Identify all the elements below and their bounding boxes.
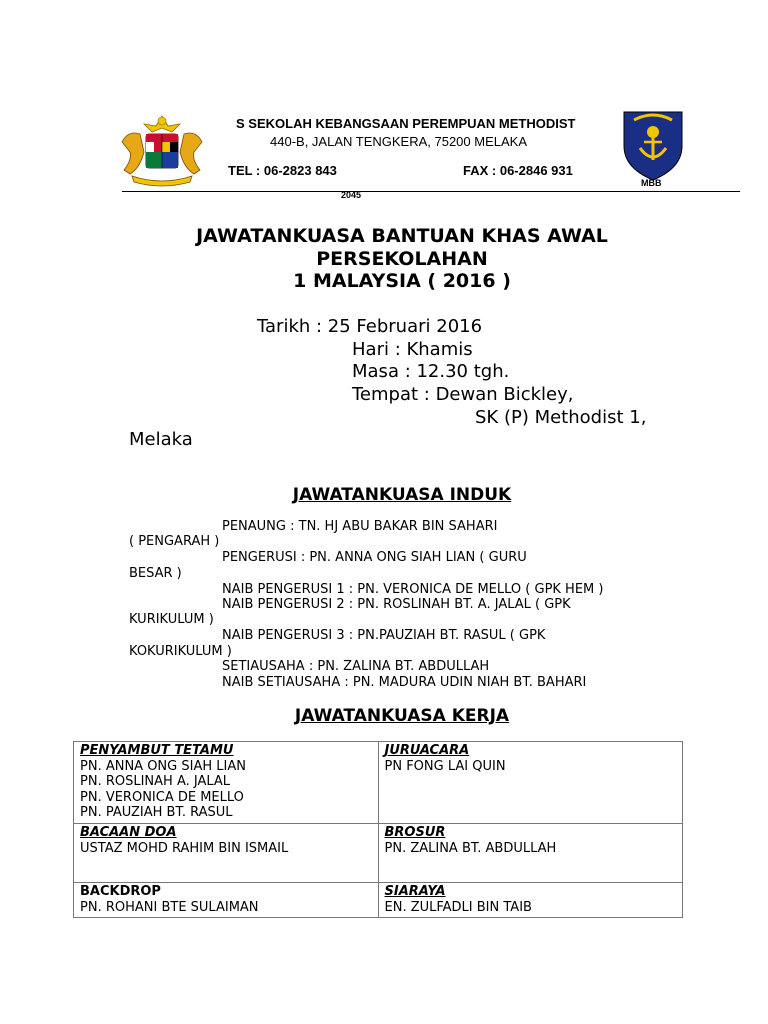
penyambut-member: PN. ROSLINAH A. JALAL [80,774,231,789]
school-address: 440-B, JALAN TENGKERA, 75200 MELAKA [270,134,527,149]
pengerusi-row: PENGERUSI : PN. ANNA ONG SIAH LIAN ( GURU [222,550,527,565]
document-title-line1: JAWATANKUASA BANTUAN KHAS AWAL [196,225,608,247]
document-title-line3: 1 MALAYSIA ( 2016 ) [293,270,511,292]
bacaan-doa-cell [74,824,379,883]
siaraya-role: SIARAYA [384,884,446,899]
naib-pengerusi-1-row: NAIB PENGERUSI 1 : PN. VERONICA DE MELLO ( GPK HEM ) [222,582,604,597]
naib-pengerusi-3-cont: KOKURIKULUM ) [129,644,232,659]
induk-heading: JAWATANKUASA INDUK [292,485,512,505]
juruacara-member: PN FONG LAI QUIN [384,758,506,774]
school-name: S SEKOLAH KEBANGSAAN PEREMPUAN METHODIST [236,116,576,131]
kerja-table [73,741,683,918]
kerja-heading: JAWATANKUASA KERJA [294,706,510,726]
malaysia-coat-of-arms-icon [118,112,206,188]
table-row [74,742,683,824]
penyambut-member: PN. VERONICA DE MELLO [80,789,244,805]
document-title-line2: PERSEKOLAHAN [316,248,488,270]
brosur-member: PN. ZALINA BT. ABDULLAH [384,840,557,856]
penyambut-member: PN. ANNA ONG SIAH LIAN [80,758,246,774]
naib-pengerusi-2-row: NAIB PENGERUSI 2 : PN. ROSLINAH BT. A. JALAL ( GPK [222,597,571,612]
juruacara-role: JURUACARA [384,743,470,758]
backdrop-role: BACKDROP [80,884,161,899]
brosur-role: BROSUR [384,825,446,840]
meeting-date: Tarikh : 25 Februari 2016 [257,316,483,337]
setiausaha-row: SETIAUSAHA : PN. ZALINA BT. ABDULLAH [222,659,490,674]
meeting-venue-line3: Melaka [129,429,193,450]
school-tel: TEL : 06-2823 843 [228,163,337,178]
penyambut-cell [74,742,379,824]
siaraya-member: EN. ZULFADLI BIN TAIB [384,899,532,915]
penaung-row-cont: ( PENGARAH ) [129,534,220,549]
badge-caption: MBB [641,178,662,188]
penyambut-role: PENYAMBUT TETAMU [80,743,234,758]
table-row [74,824,683,883]
pengerusi-row-cont: BESAR ) [129,566,182,581]
meeting-venue: Tempat : Dewan Bickley, [352,384,574,405]
meeting-venue-line2: SK (P) Methodist 1, [475,407,647,428]
siaraya-cell [378,883,683,918]
naib-pengerusi-3-row: NAIB PENGERUSI 3 : PN.PAUZIAH BT. RASUL ( GPK [222,628,546,643]
backdrop-member: PN. ROHANI BTE SULAIMAN [80,899,259,915]
bacaan-doa-member: USTAZ MOHD RAHIM BIN ISMAIL [80,840,289,856]
backdrop-cell [74,883,379,918]
school-fax: FAX : 06-2846 931 [463,163,573,178]
table-row [74,883,683,918]
juruacara-cell [378,742,683,824]
penaung-row: PENAUNG : TN. HJ ABU BAKAR BIN SAHARI [222,519,498,534]
naib-pengerusi-2-cont: KURIKULUM ) [129,612,214,627]
brosur-cell [378,824,683,883]
letterhead-divider [122,191,740,192]
bacaan-doa-role: BACAAN DOA [80,825,177,840]
tel-extension: 2045 [341,190,362,200]
meeting-day: Hari : Khamis [352,339,473,360]
naib-setiausaha-row: NAIB SETIAUSAHA : PN. MADURA UDIN NIAH BT. BAHARI [222,675,587,690]
penyambut-member: PN. PAUZIAH BT. RASUL [80,805,233,820]
meeting-time: Masa : 12.30 tgh. [352,361,510,382]
